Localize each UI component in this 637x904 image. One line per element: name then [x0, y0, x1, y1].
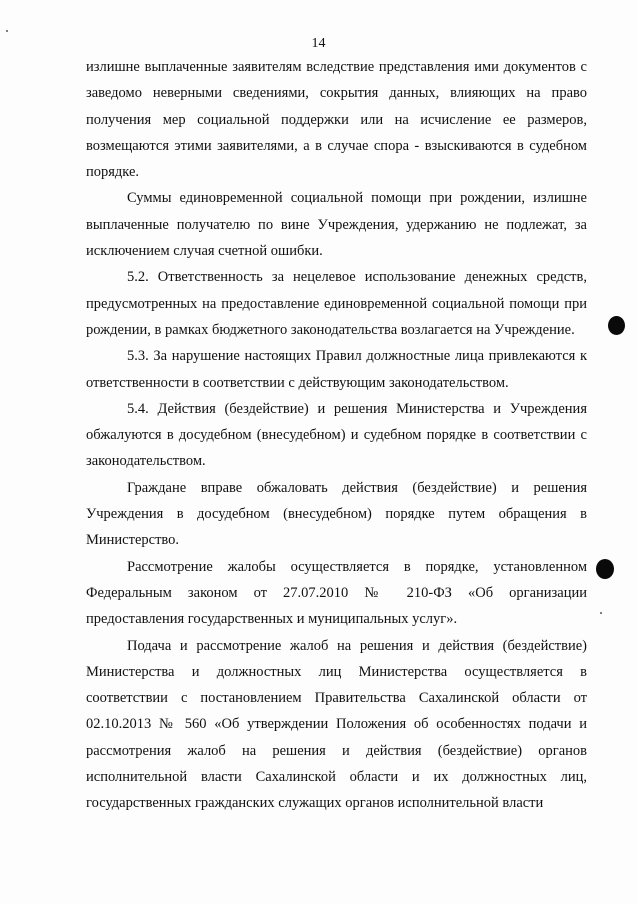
- punch-hole-bottom: [596, 559, 614, 579]
- punch-hole-top: [608, 316, 625, 335]
- paragraph-complaint-submission: Подача и рассмотрение жалоб на решения и действия (бездействие) Министерства и должностных лиц Министерства осуществляется в соответствии с постановлением Правительства Сахалинской области от 02.10.2013 № 560 «Об утверждении Положения об особенностях подачи и рассмотрения жалоб на решения и действия (бездействие) органов исполнительной власти Сахалинской области и их должностных лиц, государственных гражданских служащих органов исполнительной власти: [86, 637, 587, 812]
- paragraph-5-4: 5.4. Действия (бездействие) и решения Министерства и Учреждения обжалуются в досудебном (внесудебном) и судебном порядке в соответствии с законодательством.: [86, 400, 587, 470]
- paragraph-5-2: 5.2. Ответственность за нецелевое использование денежных средств, предусмотренных на предоставление единовременной социальной помощи при рождении, в рамках бюджетного законодательства возлагается на Учреждение.: [86, 269, 587, 338]
- paragraph-continuation: излишне выплаченные заявителям вследствие представления ими документов с заведомо неверными сведениями, сокрытия данных, влияющих на право получения мер социальной поддержки или на исчисление ее размеров, возмещаются этими заявителями, а в случае спора - взыскиваются в судебном порядке.: [86, 59, 587, 181]
- paragraph-overpayment-not-withheld: Суммы единовременной социальной помощи при рождении, излишне выплаченные получателю по вине Учреждения, удержанию не подлежат, за исключением случая счетной ошибки.: [86, 190, 587, 260]
- document-body: [86, 54, 587, 817]
- paragraph-complaint-review: Рассмотрение жалобы осуществляется в порядке, установленном Федеральным законом от 27.07.2010 № 210-ФЗ «Об организации предоставления государственных и муниципальных услуг».: [86, 558, 587, 628]
- scan-speck: [6, 30, 8, 32]
- page-number: 14: [311, 36, 326, 51]
- scan-speck: [600, 612, 602, 614]
- paragraph-citizens-appeal: Граждане вправе обжаловать действия (бездействие) и решения Учреждения в досудебном (внесудебном) порядке путем обращения в Министерство.: [86, 479, 587, 549]
- paragraph-5-3: 5.3. За нарушение настоящих Правил должностные лица привлекаются к ответственности в соответствии с действующим законодательством.: [86, 348, 587, 391]
